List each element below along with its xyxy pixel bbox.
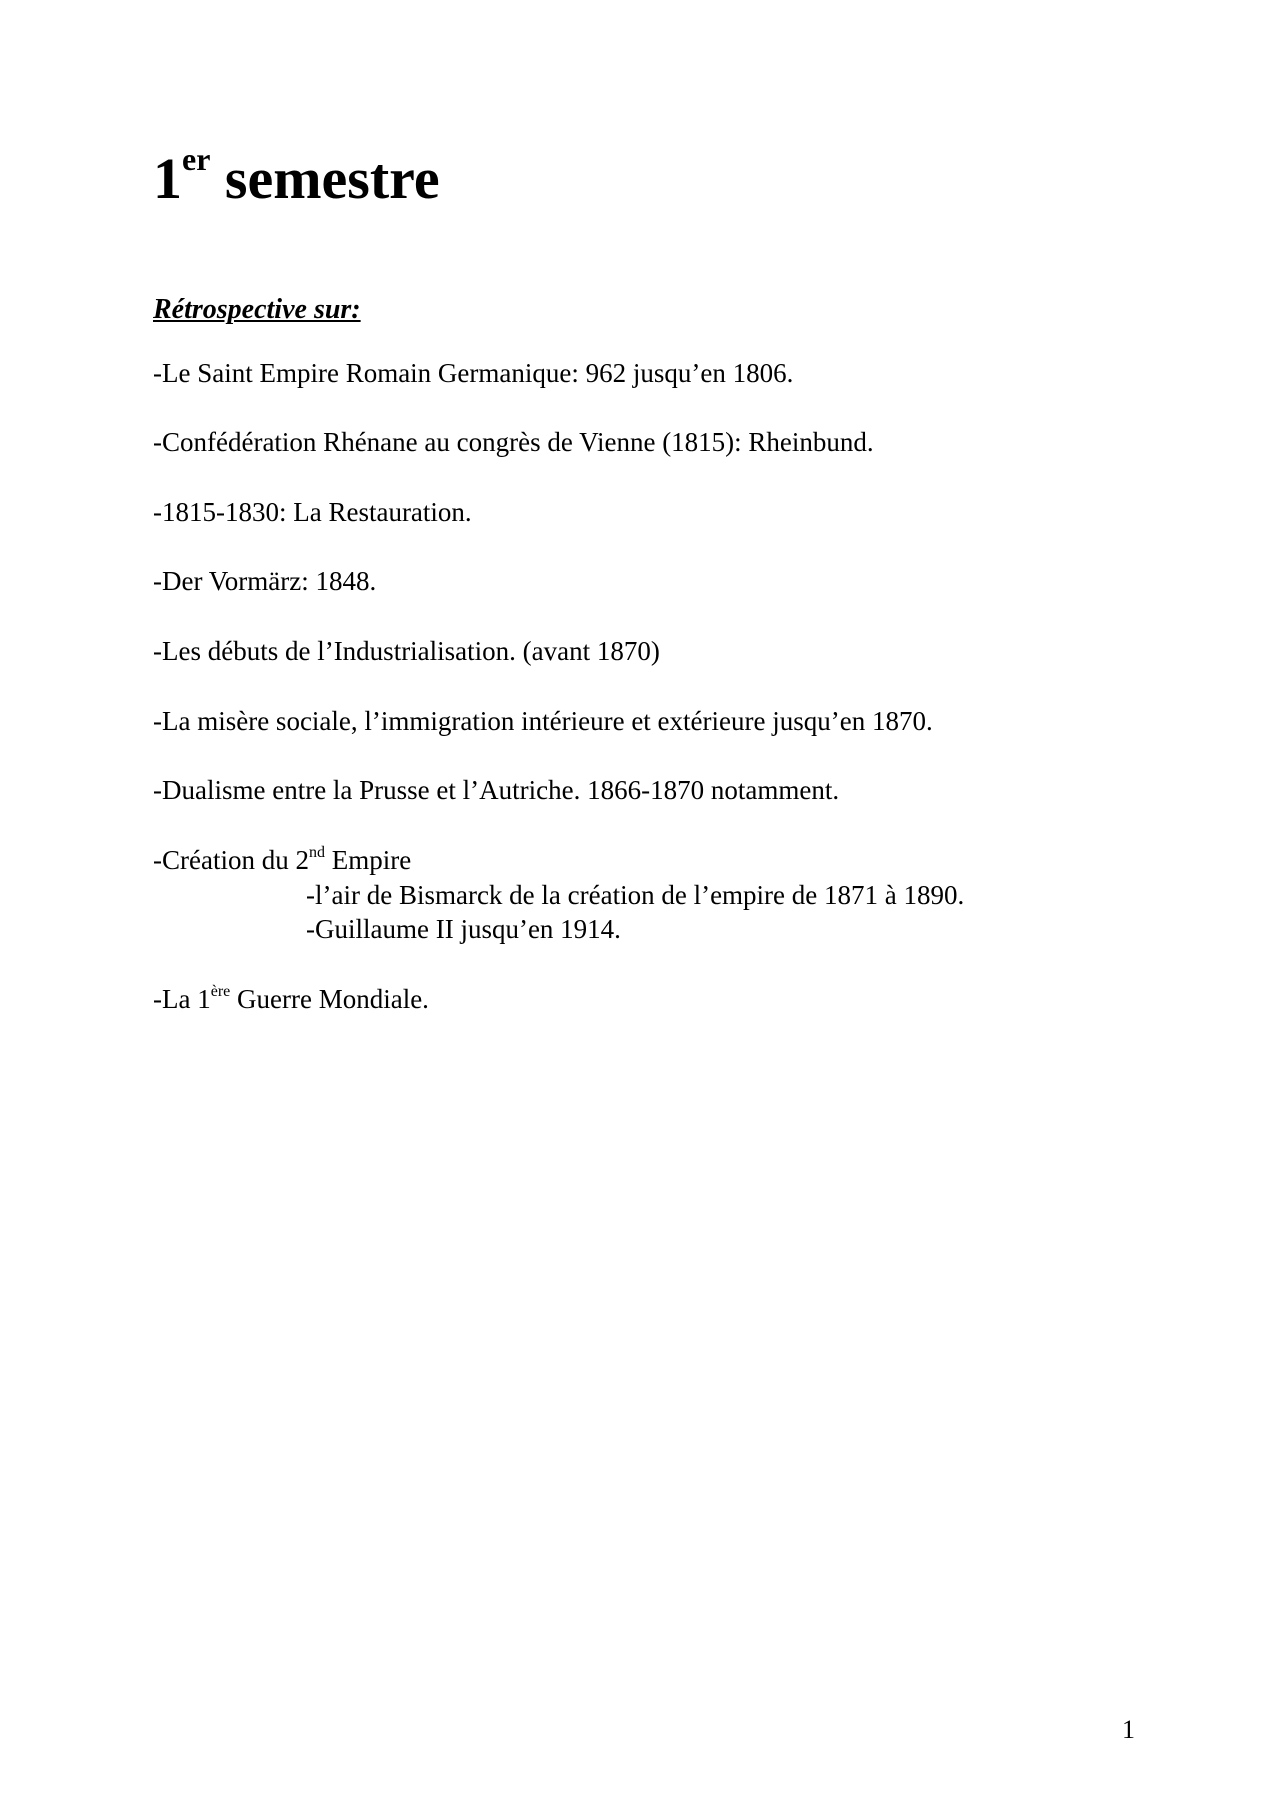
page-number: 1 — [1122, 1715, 1135, 1744]
sub-list-item: -Guillaume II jusqu’en 1914. — [306, 914, 621, 944]
list-item: -La misère sociale, l’immigration intérieure et extérieure jusqu’en 1870. — [153, 706, 933, 736]
title-number: 1 — [153, 146, 182, 211]
list-item-war — [153, 983, 429, 1014]
section-heading: Rétrospective sur: — [153, 294, 361, 325]
creation-superscript: nd — [308, 844, 325, 861]
title-superscript: er — [182, 141, 211, 177]
list-item: -Les débuts de l’Industrialisation. (avant 1870) — [153, 636, 660, 666]
creation-suffix: Empire — [324, 845, 412, 875]
creation-prefix: -Création du 2 — [153, 845, 309, 875]
page-title — [153, 141, 440, 211]
list-item: -1815-1830: La Restauration. — [153, 497, 472, 527]
war-prefix: -La 1 — [153, 984, 211, 1014]
list-item: -Confédération Rhénane au congrès de Vienne (1815): Rheinbund. — [153, 427, 874, 457]
war-suffix: Guerre Mondiale. — [230, 984, 429, 1014]
sub-list-item: -l’air de Bismarck de la création de l’empire de 1871 à 1890. — [306, 880, 965, 910]
list-item-creation — [153, 844, 412, 875]
title-text: semestre — [224, 146, 440, 211]
list-item: -Der Vormärz: 1848. — [153, 566, 377, 596]
list-item: -Le Saint Empire Romain Germanique: 962 jusqu’en 1806. — [153, 358, 794, 388]
list-item: -Dualisme entre la Prusse et l’Autriche. 1866-1870 notamment. — [153, 775, 840, 805]
war-superscript: ère — [210, 983, 231, 1000]
